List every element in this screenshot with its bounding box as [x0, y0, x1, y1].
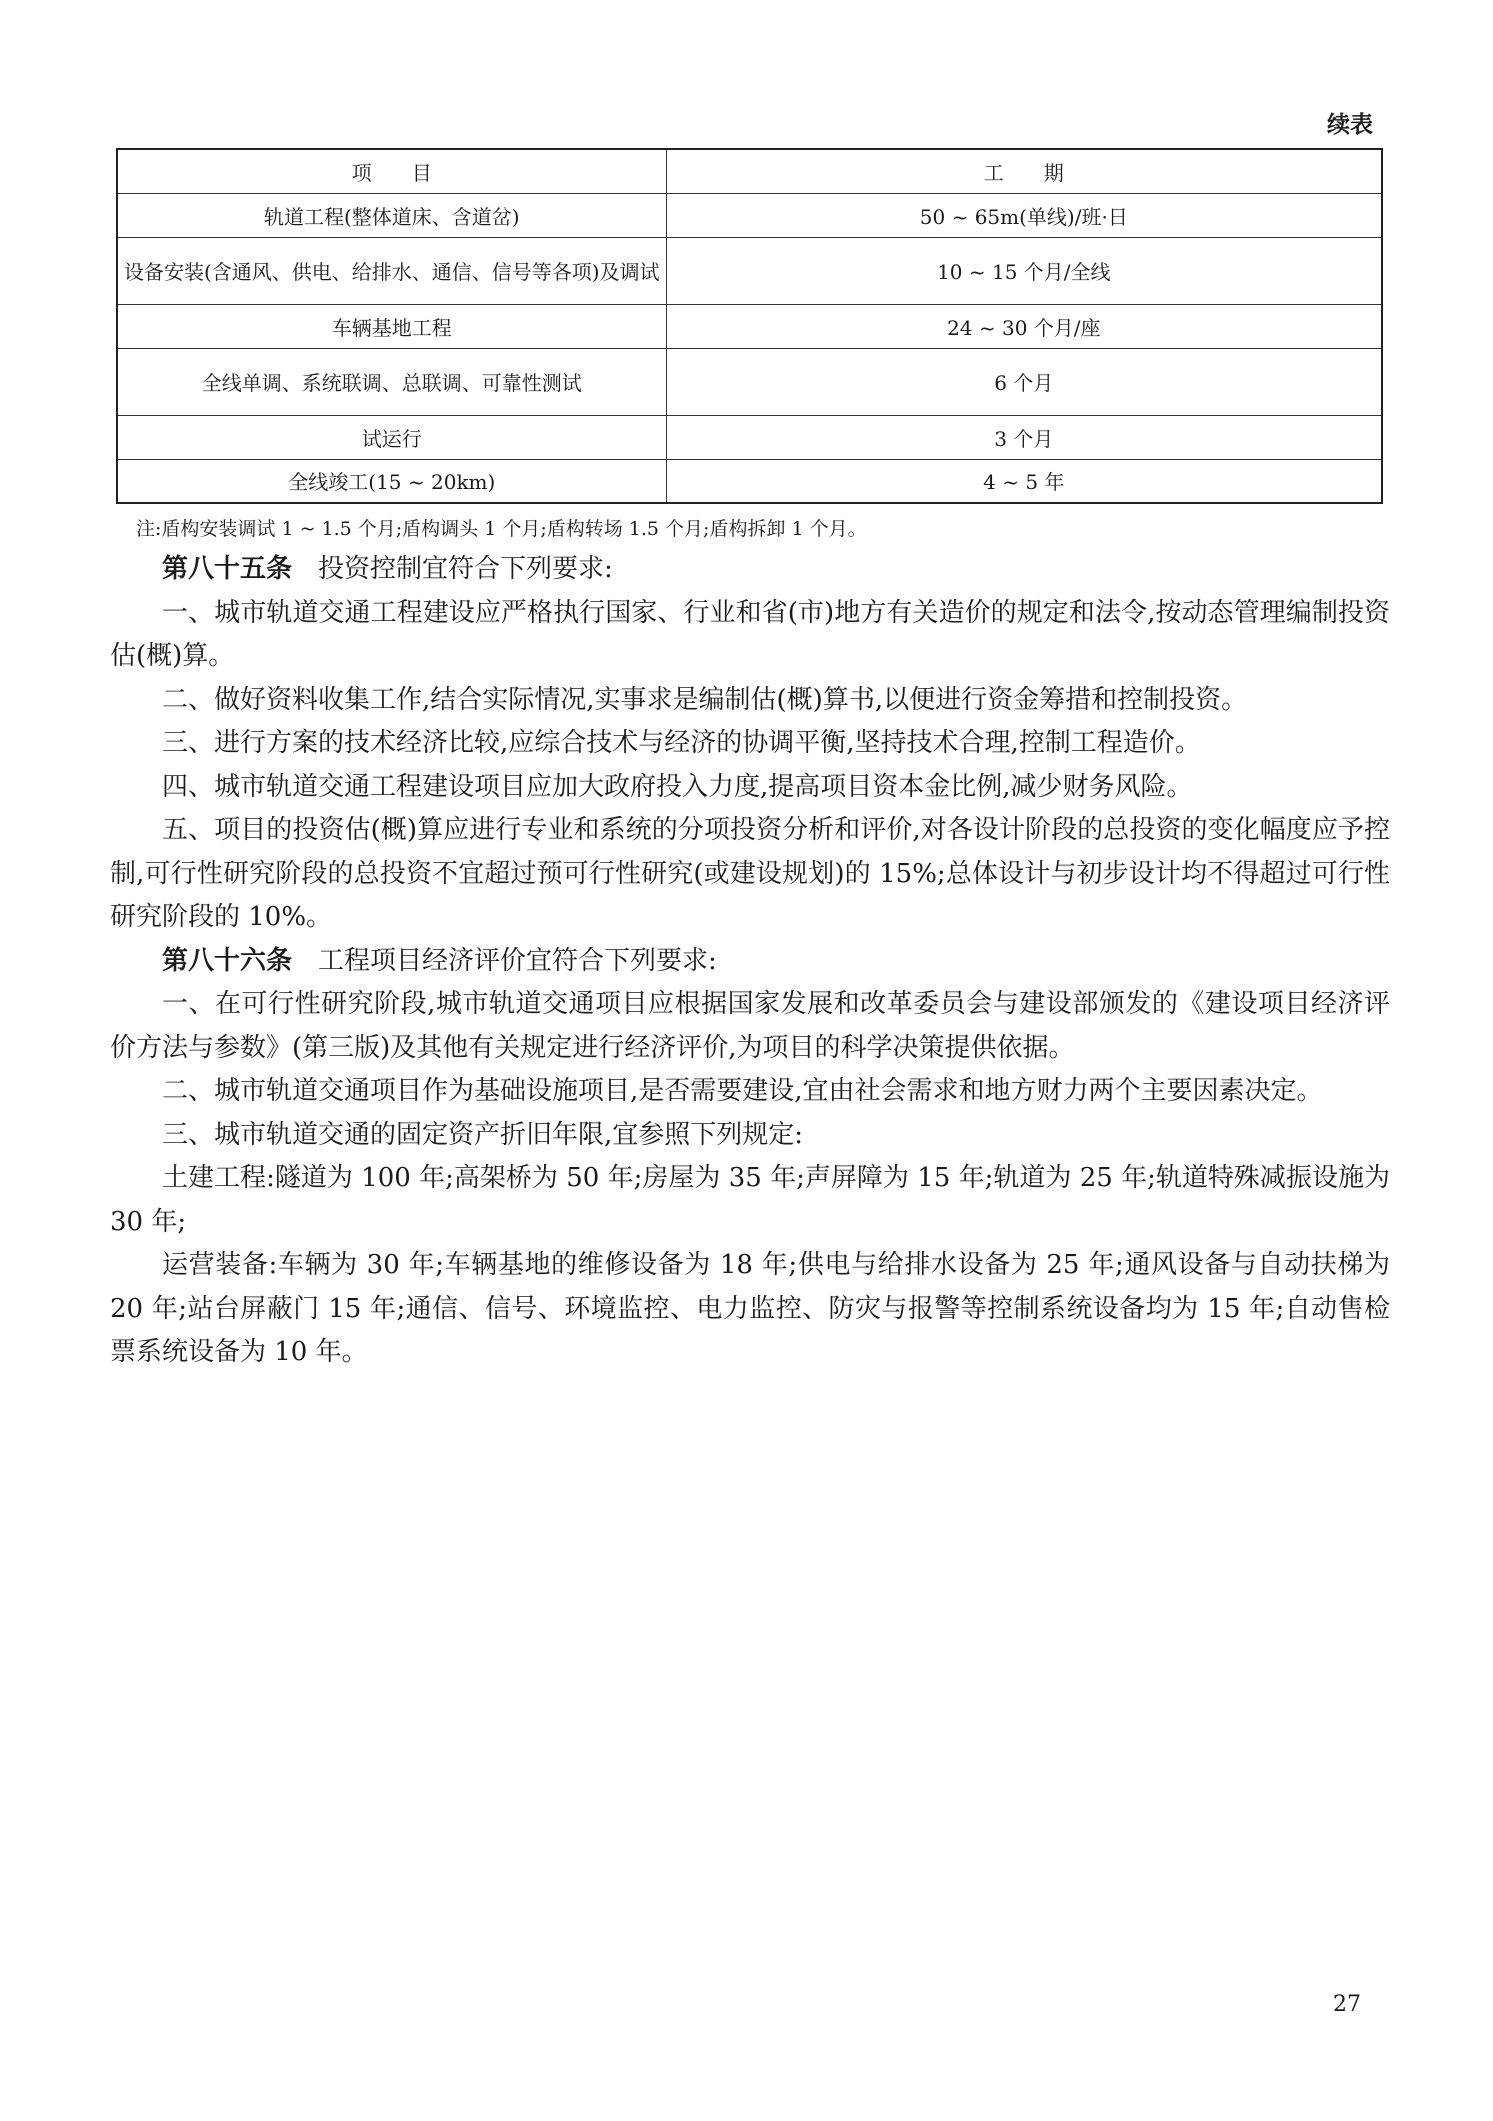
- article-85-item: 三、进行方案的技术经济比较,应综合技术与经济的协调平衡,坚持技术合理,控制工程造价。: [162, 728, 1201, 758]
- row-period: 50 ~ 65m(单线)/班·日: [666, 193, 1382, 237]
- table-row: [117, 237, 1382, 304]
- row-period: 6 个月: [666, 348, 1382, 415]
- row-period: 24 ~ 30 个月/座: [666, 304, 1382, 348]
- article-86-item: 土建工程:隧道为 100 年;高架桥为 50 年;房屋为 35 年;声屏障为 15 年;轨道为 25 年;轨道特殊减振设施为 30 年;: [110, 1163, 1390, 1237]
- article-86-item: 三、城市轨道交通的固定资产折旧年限,宜参照下列规定:: [162, 1119, 804, 1150]
- row-item: 全线单调、系统联调、总联调、可靠性测试: [117, 348, 666, 415]
- article-85-item: 二、做好资料收集工作,结合实际情况,实事求是编制估(概)算书,以便进行资金筹措和控制投资。: [162, 684, 1248, 715]
- article-85-heading: [110, 548, 1390, 592]
- row-item: 设备安装(含通风、供电、给排水、通信、信号等各项)及调试: [117, 237, 666, 304]
- article-86-heading: [110, 940, 1390, 984]
- article-85-item: 四、城市轨道交通工程建设项目应加大政府投入力度,提高项目资本金比例,减少财务风险。: [162, 771, 1193, 802]
- article-86-item: 二、城市轨道交通项目作为基础设施项目,是否需要建设,宜由社会需求和地方财力两个主要因素决定。: [162, 1076, 1323, 1106]
- row-period: 10 ~ 15 个月/全线: [666, 237, 1382, 304]
- header-item: 项 目: [117, 149, 666, 193]
- article-85-item: 五、项目的投资估(概)算应进行专业和系统的分项投资分析和评价,对各设计阶段的总投资的变化幅度应予控制,可行性研究阶段的总投资不宜超过预可行性研究(或建设规划)的 15%;总体设计与初步设计均不得超过可行性研究阶段的 10%。: [110, 815, 1390, 932]
- construction-period-table: [116, 148, 1383, 504]
- article-85-item: 一、城市轨道交通工程建设应严格执行国家、行业和省(市)地方有关造价的规定和法令,按动态管理编制投资估(概)算。: [110, 597, 1390, 671]
- row-item: 车辆基地工程: [117, 304, 666, 348]
- table-row: [117, 348, 1382, 415]
- article-86-lead: 工程项目经济评价宜符合下列要求:: [318, 945, 717, 976]
- row-period: 3 个月: [666, 415, 1382, 459]
- table-row: [117, 415, 1382, 459]
- article-85-lead: 投资控制宜符合下列要求:: [318, 554, 613, 584]
- row-item: 全线竣工(15 ~ 20km): [117, 459, 666, 503]
- row-item: 试运行: [117, 415, 666, 459]
- body-text: [110, 548, 1390, 1375]
- article-86-item: 一、在可行性研究阶段,城市轨道交通项目应根据国家发展和改革委员会与建设部颁发的《建设项目经济评价方法与参数》(第三版)及其他有关规定进行经济评价,为项目的科学决策提供依据。: [110, 989, 1390, 1063]
- table-header-row: [117, 149, 1382, 193]
- article-86-number: 第八十六条: [162, 945, 293, 976]
- continued-label: 续表: [1327, 112, 1373, 138]
- row-period: 4 ~ 5 年: [666, 459, 1382, 503]
- table-note: 注:盾构安装调试 1 ~ 1.5 个月;盾构调头 1 个月;盾构转场 1.5 个月;盾构拆卸 1 个月。: [136, 518, 867, 540]
- table-row: [117, 193, 1382, 237]
- header-period: 工 期: [666, 149, 1382, 193]
- article-85-number: 第八十五条: [162, 554, 293, 584]
- table-row: [117, 304, 1382, 348]
- article-86-item: 运营装备:车辆为 30 年;车辆基地的维修设备为 18 年;供电与给排水设备为 25 年;通风设备与自动扶梯为 20 年;站台屏蔽门 15 年;通信、信号、环境监控、电力监控、防灾与报警等控制系统设备均为 15 年;自动售检票系统设备为 10 年。: [110, 1250, 1390, 1367]
- table-row: [117, 459, 1382, 503]
- page-number: 27: [1333, 1992, 1361, 2017]
- row-item: 轨道工程(整体道床、含道岔): [117, 193, 666, 237]
